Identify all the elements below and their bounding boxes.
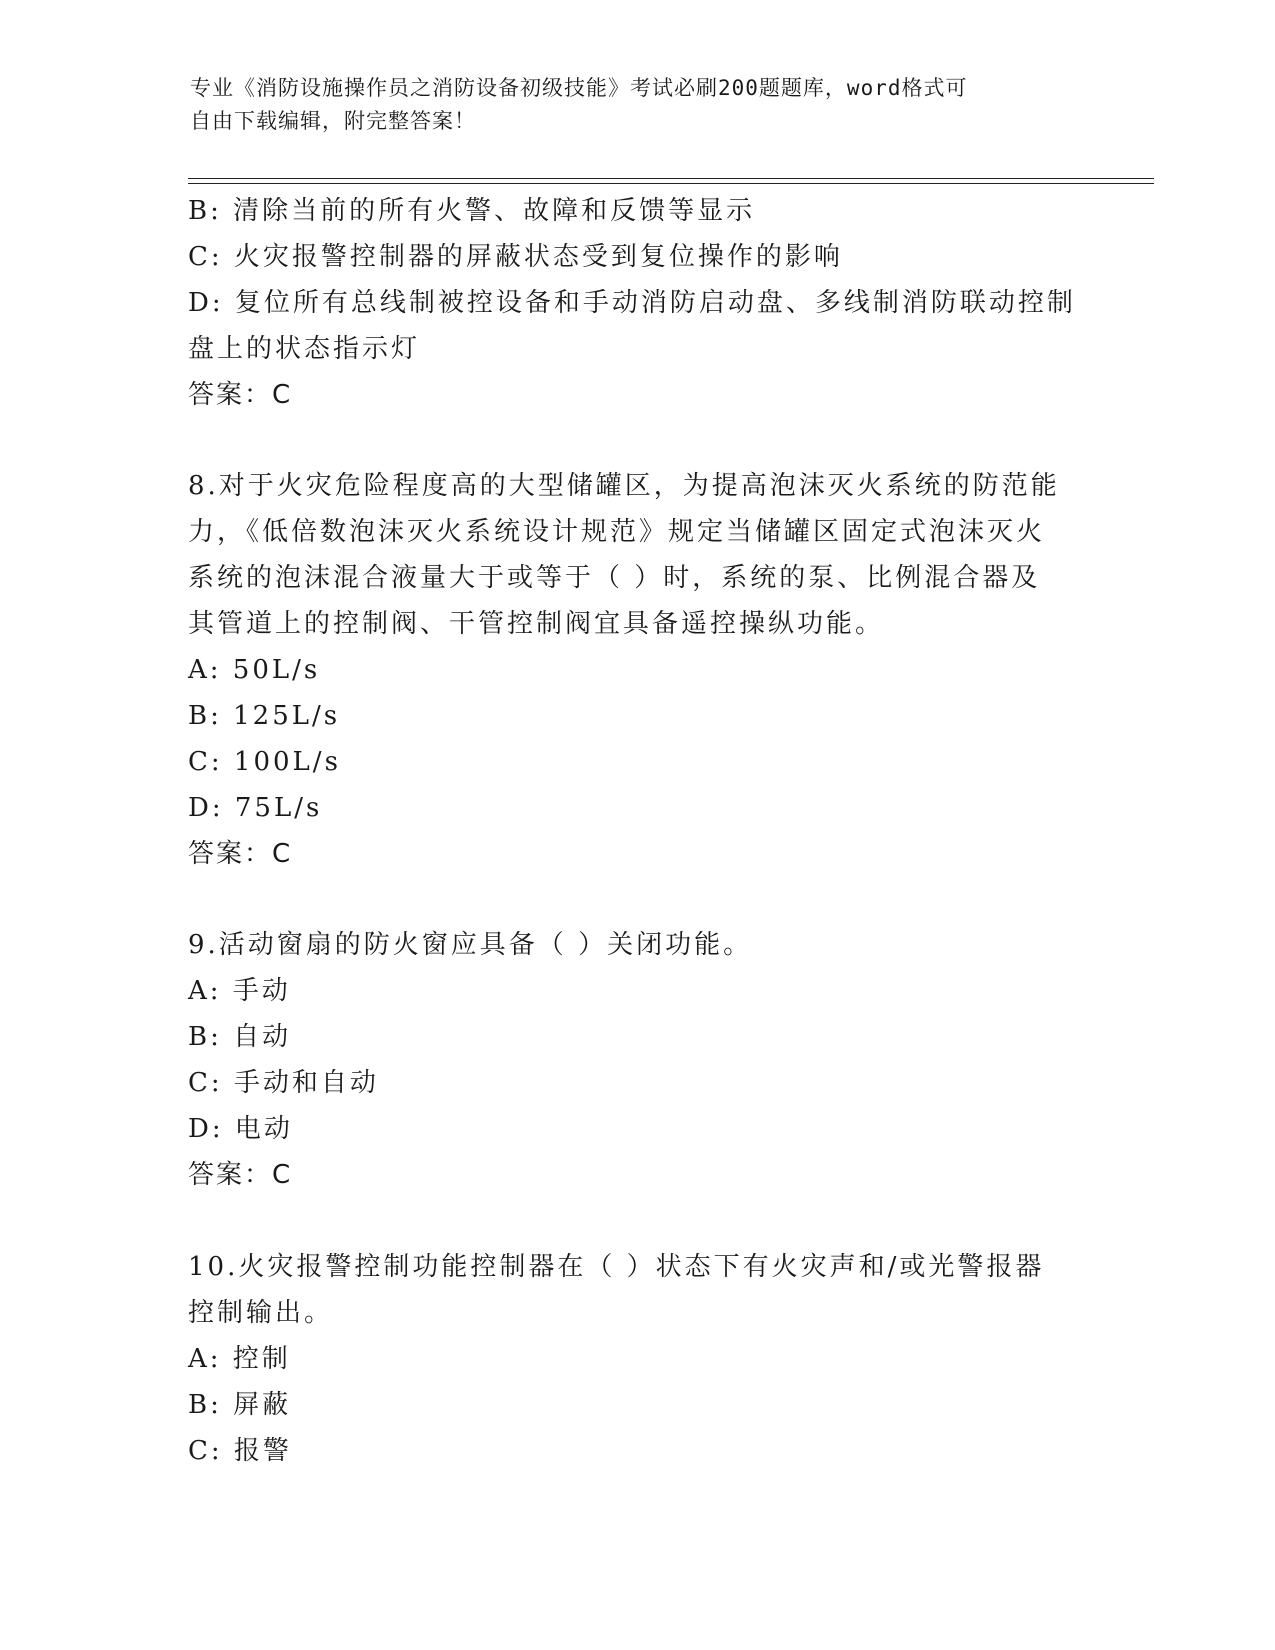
q9-stem-line-1: 9.活动窗扇的防火窗应具备（ ）关闭功能。 bbox=[188, 930, 753, 960]
document-body bbox=[188, 188, 1088, 1474]
question-9-block bbox=[188, 922, 1088, 1198]
question-8-block bbox=[188, 463, 1088, 877]
spacer bbox=[188, 1198, 1088, 1244]
q8-option-a: A: 50L/s bbox=[188, 655, 321, 685]
q8-option-b: B: 125L/s bbox=[188, 701, 341, 731]
q9-option-d: D: 电动 bbox=[188, 1114, 293, 1144]
q8-stem-line-2: 力，《低倍数泡沫灭火系统设计规范》规定当储罐区固定式泡沫灭火 bbox=[188, 517, 1046, 547]
q7-answer: 答案：C bbox=[188, 380, 293, 410]
question-10-block bbox=[188, 1244, 1088, 1474]
q10-stem-line-1: 10.火灾报警控制功能控制器在（ ）状态下有火灾声和/或光警报器 bbox=[188, 1252, 1045, 1282]
header-line-2: 自由下载编辑，附完整答案！ bbox=[190, 109, 476, 133]
header-line-1: 专业《消防设施操作员之消防设备初级技能》考试必刷200题题库，word格式可 bbox=[190, 76, 968, 100]
q8-option-d: D: 75L/s bbox=[188, 793, 323, 823]
header-divider-bottom bbox=[188, 183, 1154, 184]
spacer bbox=[188, 877, 1088, 922]
q9-option-b: B: 自动 bbox=[188, 1022, 292, 1052]
q10-option-a: A: 控制 bbox=[188, 1344, 291, 1374]
q10-option-b: B: 屏蔽 bbox=[188, 1390, 292, 1420]
q8-option-c: C: 100L/s bbox=[188, 747, 341, 777]
q8-stem-line-1: 8.对于火灾危险程度高的大型储罐区，为提高泡沫灭火系统的防范能 bbox=[188, 471, 1060, 501]
q10-stem-line-2: 控制输出。 bbox=[188, 1298, 334, 1328]
q8-stem-line-4: 其管道上的控制阀、干管控制阀宜具备遥控操纵功能。 bbox=[188, 609, 885, 639]
question-7-block bbox=[188, 188, 1088, 418]
header-divider-top bbox=[188, 178, 1154, 179]
document-header bbox=[190, 72, 1070, 138]
spacer bbox=[188, 418, 1088, 463]
q9-answer: 答案：C bbox=[188, 1160, 293, 1190]
q9-option-a: A: 手动 bbox=[188, 976, 291, 1006]
q7-option-b: B: 清除当前的所有火警、故障和反馈等显示 bbox=[188, 196, 756, 226]
q7-option-d-line-2: 盘上的状态指示灯 bbox=[188, 334, 421, 364]
q8-stem-line-3: 系统的泡沫混合液量大于或等于（ ）时，系统的泵、比例混合器及 bbox=[188, 563, 1041, 593]
q8-answer: 答案：C bbox=[188, 839, 293, 869]
q9-option-c: C: 手动和自动 bbox=[188, 1068, 379, 1098]
q10-option-c: C: 报警 bbox=[188, 1436, 292, 1466]
q7-option-d-line-1: D: 复位所有总线制被控设备和手动消防启动盘、多线制消防联动控制 bbox=[188, 288, 1076, 318]
q7-option-c: C: 火灾报警控制器的屏蔽状态受到复位操作的影响 bbox=[188, 242, 843, 272]
